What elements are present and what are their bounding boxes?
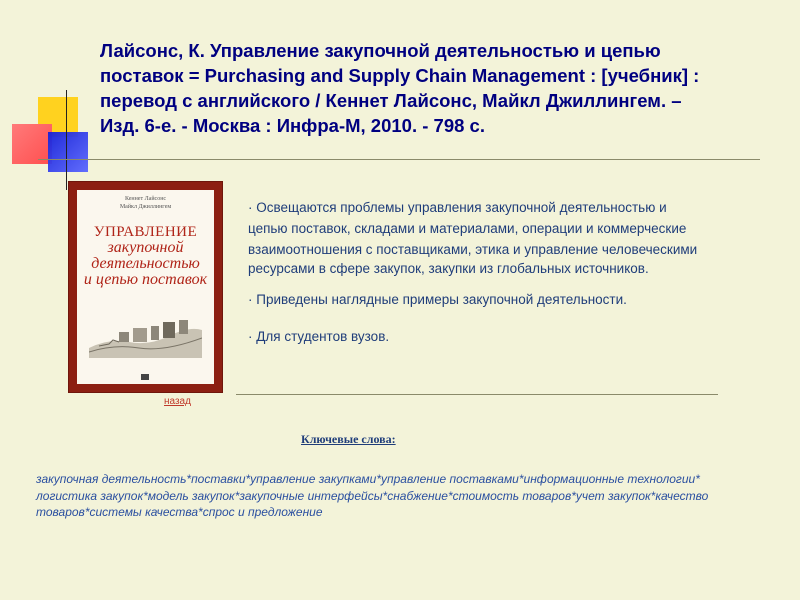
book-cover-face [77,190,214,384]
cover-illustration [89,308,202,358]
cover-title [77,224,214,288]
cover-author: Кеннет Лайсонс [124,196,167,202]
book-description [248,198,788,346]
description-line: · Освещаются проблемы управления закупочной деятельностью и [248,200,667,215]
cover-title-line: УПРАВЛЕНИЕ [93,224,198,240]
description-line: цепью поставок, складами и материалами, операции и коммерческие [248,221,687,236]
title-line: Лайсонс, К. Управление закупочной деятельностью и цепью [100,40,661,61]
deco-red-square [12,124,52,164]
keywords-line: товаров*системы качества*спрос и предложение [36,505,323,519]
cover-title-line: деятельностью [91,255,200,272]
description-line: · Для студентов вузов. [248,329,390,344]
description-line: · Приведены наглядные примеры закупочной деятельности. [248,292,627,307]
deco-vertical-line [66,90,67,190]
back-link[interactable]: назад [164,396,191,407]
cover-title-line: и цепью поставок [83,271,208,288]
keywords-heading: Ключевые слова: [301,432,396,446]
book-cover [68,181,223,393]
keywords-line: закупочная деятельность*поставки*управление закупками*управление поставками*информационные технологии* [36,472,700,486]
publisher-logo [141,374,149,380]
title-line: Изд. 6-е. - Москва : Инфра-М, 2010. - 798 с. [100,115,485,136]
keywords-list [36,471,776,521]
cover-author: Майкл Джиллингем [119,204,172,210]
keywords-line: логистика закупок*модель закупок*закупочные интерфейсы*снабжение*стоимость товаров*учет закупок*качество [36,488,709,503]
book-citation-title [100,38,790,138]
description-line: ресурсами в сфере закупок, закупки из глобальных источников. [248,261,649,276]
cover-title-line: закупочной [107,239,184,256]
deco-blue-square [48,132,88,172]
title-line: перевод с английского / Кеннет Лайсонс, Майкл Джиллингем. – [100,90,682,111]
description-line: взаимоотношения с поставщиками, этика и управление человеческими [248,242,698,257]
header-divider [38,159,760,160]
title-line: поставок = Purchasing and Supply Chain Management : [учебник] : [100,65,700,86]
content-divider [236,394,718,395]
